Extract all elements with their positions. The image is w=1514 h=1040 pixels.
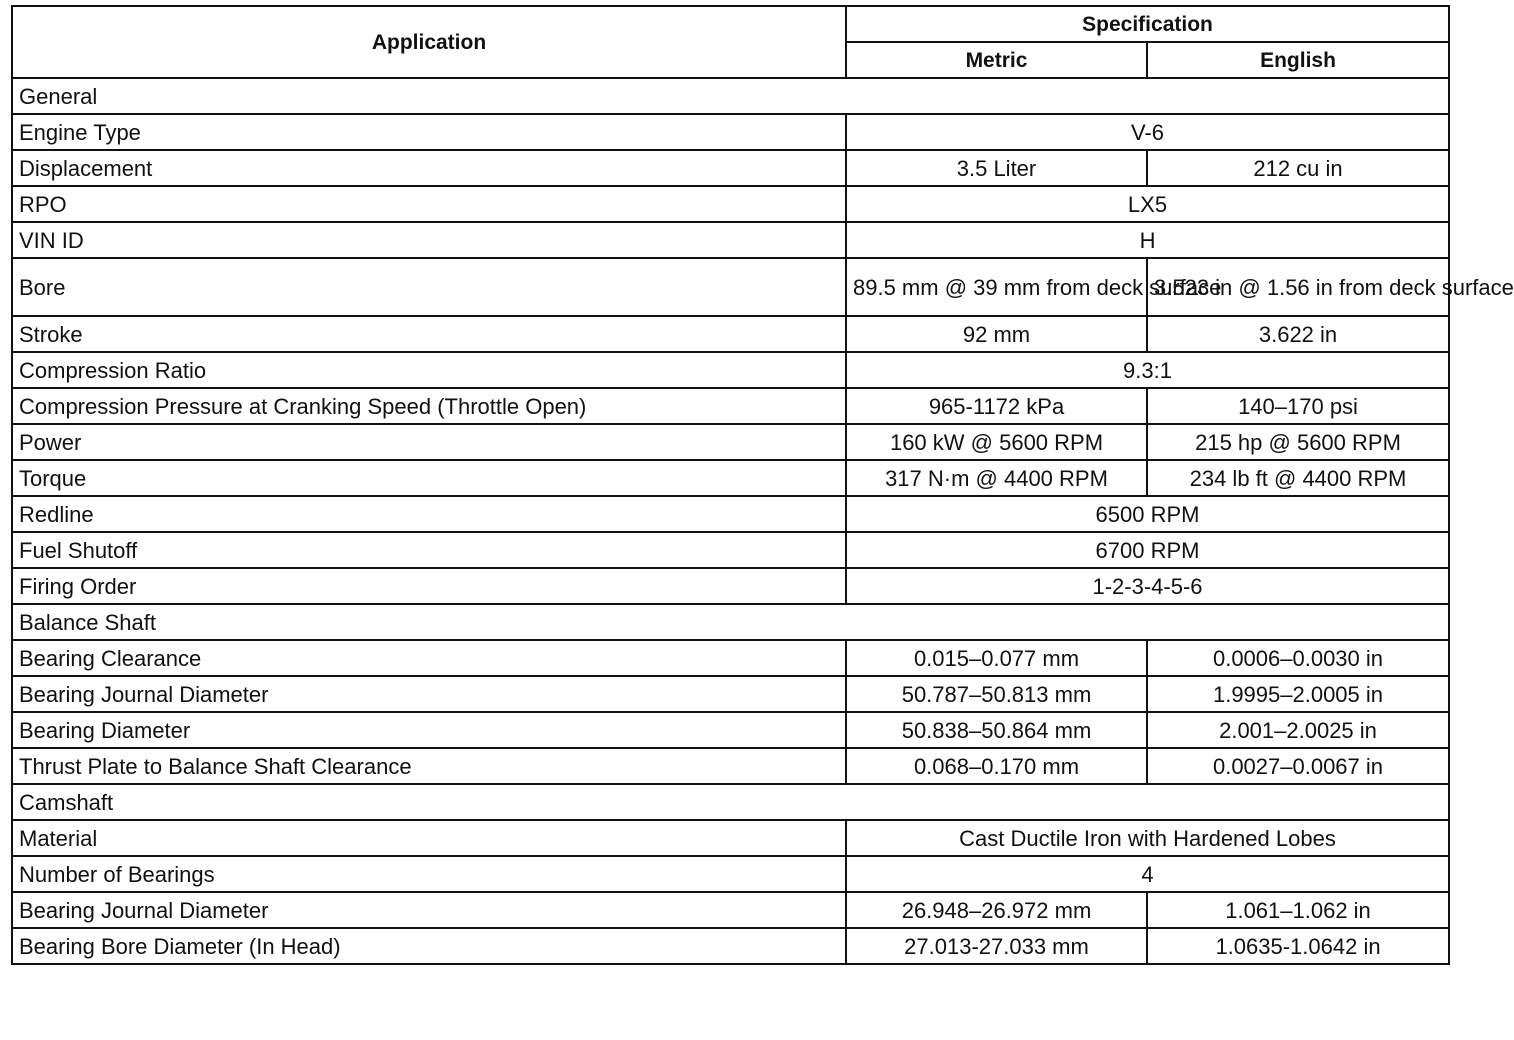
row-label: Engine Type <box>12 114 846 150</box>
metric-value: 965-1172 kPa <box>846 388 1147 424</box>
english-value: 3.622 in <box>1147 316 1449 352</box>
row-label: Displacement <box>12 150 846 186</box>
english-value: 140–170 psi <box>1147 388 1449 424</box>
row-label: Number of Bearings <box>12 856 846 892</box>
row-label: RPO <box>12 186 846 222</box>
table-row <box>12 316 1449 352</box>
section-row-balance-shaft <box>12 604 1449 640</box>
english-value: 1.0635-1.0642 in <box>1147 928 1449 964</box>
row-value: 6500 RPM <box>846 496 1449 532</box>
metric-value: 50.787–50.813 mm <box>846 676 1147 712</box>
row-label: Bearing Clearance <box>12 640 846 676</box>
metric-value: 0.015–0.077 mm <box>846 640 1147 676</box>
english-value: 0.0006–0.0030 in <box>1147 640 1449 676</box>
metric-value: 160 kW @ 5600 RPM <box>846 424 1147 460</box>
row-label: Compression Ratio <box>12 352 846 388</box>
row-label: Thrust Plate to Balance Shaft Clearance <box>12 748 846 784</box>
section-title: Balance Shaft <box>12 604 1449 640</box>
engine-specification-table <box>11 5 1514 965</box>
row-value: H <box>846 222 1449 258</box>
row-label: Material <box>12 820 846 856</box>
row-value: 4 <box>846 856 1449 892</box>
table-row <box>12 424 1449 460</box>
metric-value: 3.5 Liter <box>846 150 1147 186</box>
table-row <box>12 568 1449 604</box>
row-label: Power <box>12 424 846 460</box>
row-label: Bearing Diameter <box>12 712 846 748</box>
row-label: Bearing Journal Diameter <box>12 892 846 928</box>
row-value: Cast Ductile Iron with Hardened Lobes <box>846 820 1449 856</box>
metric-value: 27.013-27.033 mm <box>846 928 1147 964</box>
table-row <box>12 676 1449 712</box>
english-value: 0.0027–0.0067 in <box>1147 748 1449 784</box>
metric-column-header: Metric <box>846 42 1147 78</box>
header-row-top <box>12 6 1449 42</box>
english-value: 2.001–2.0025 in <box>1147 712 1449 748</box>
english-value: 234 lb ft @ 4400 RPM <box>1147 460 1449 496</box>
row-value: 1-2-3-4-5-6 <box>846 568 1449 604</box>
row-label: Compression Pressure at Cranking Speed (Throttle Open) <box>12 388 846 424</box>
table-row <box>12 856 1449 892</box>
english-value: 212 cu in <box>1147 150 1449 186</box>
section-title: General <box>12 78 1449 114</box>
english-value: 1.9995–2.0005 in <box>1147 676 1449 712</box>
table-row <box>12 532 1449 568</box>
row-label: Torque <box>12 460 846 496</box>
metric-value: 50.838–50.864 mm <box>846 712 1147 748</box>
row-label: Redline <box>12 496 846 532</box>
english-value: 1.061–1.062 in <box>1147 892 1449 928</box>
table-row <box>12 114 1449 150</box>
metric-value: 89.5 mm @ 39 mm from deck surface <box>846 258 1147 316</box>
english-value: 3.523 in @ 1.56 in from deck surface <box>1147 258 1449 316</box>
table-row <box>12 928 1449 964</box>
row-label: Bearing Journal Diameter <box>12 676 846 712</box>
metric-value: 0.068–0.170 mm <box>846 748 1147 784</box>
table-row <box>12 258 1449 316</box>
row-label: Firing Order <box>12 568 846 604</box>
table-row <box>12 712 1449 748</box>
table-row <box>12 820 1449 856</box>
section-title: Camshaft <box>12 784 1449 820</box>
row-label: Bore <box>12 258 846 316</box>
metric-value: 26.948–26.972 mm <box>846 892 1147 928</box>
specification-column-header: Specification <box>846 6 1449 42</box>
table-row <box>12 186 1449 222</box>
table-row <box>12 496 1449 532</box>
application-column-header: Application <box>12 6 846 78</box>
table-row <box>12 640 1449 676</box>
table-row <box>12 748 1449 784</box>
row-value: V-6 <box>846 114 1449 150</box>
row-label: Stroke <box>12 316 846 352</box>
row-value: 9.3:1 <box>846 352 1449 388</box>
table-row <box>12 222 1449 258</box>
section-row-general <box>12 78 1449 114</box>
table-row <box>12 150 1449 186</box>
section-row-camshaft <box>12 784 1449 820</box>
row-label: Fuel Shutoff <box>12 532 846 568</box>
english-value: 215 hp @ 5600 RPM <box>1147 424 1449 460</box>
row-value: 6700 RPM <box>846 532 1449 568</box>
table-row <box>12 892 1449 928</box>
row-label: Bearing Bore Diameter (In Head) <box>12 928 846 964</box>
table-row <box>12 352 1449 388</box>
metric-value: 92 mm <box>846 316 1147 352</box>
table-row <box>12 388 1449 424</box>
english-column-header: English <box>1147 42 1449 78</box>
table-row <box>12 460 1449 496</box>
metric-value: 317 N·m @ 4400 RPM <box>846 460 1147 496</box>
row-label: VIN ID <box>12 222 846 258</box>
row-value: LX5 <box>846 186 1449 222</box>
